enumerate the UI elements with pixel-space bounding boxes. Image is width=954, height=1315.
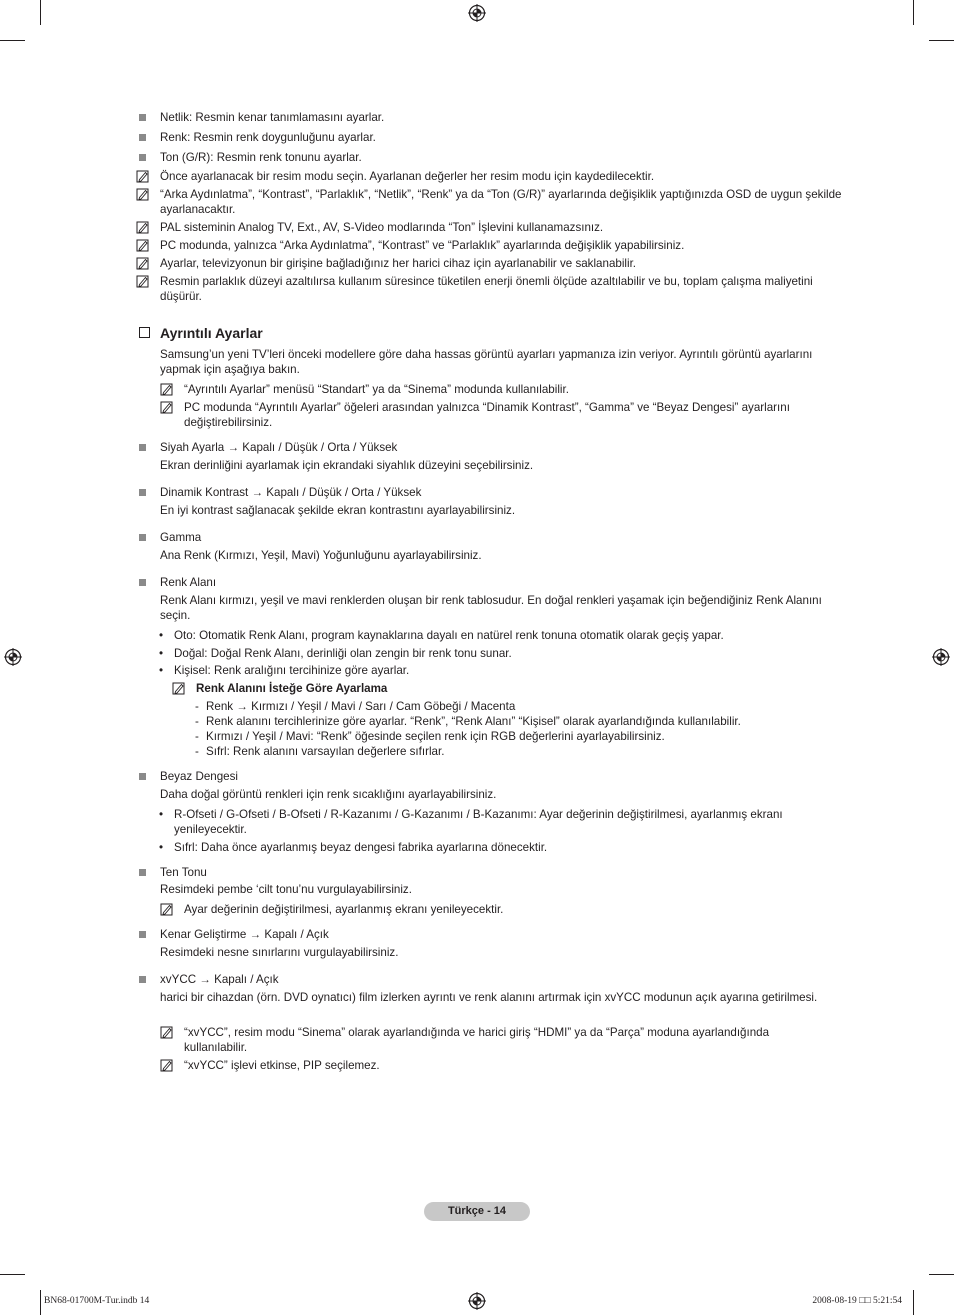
setting-description: Ana Renk (Kırmızı, Yeşil, Mavi) Yoğunluğunu ayarlayabilirsiniz. <box>160 549 482 562</box>
setting-title <box>160 769 842 784</box>
section-heading <box>160 324 842 342</box>
setting-title-text: Beyaz Dengesi <box>160 770 238 783</box>
setting-title-text: Renk Alanı <box>160 576 217 589</box>
bullet-item <box>159 807 834 837</box>
note-text: Ayar değerinin değiştirilmesi, ayarlanmış ekranı yenileyecektir. <box>184 903 504 916</box>
bullet-text: Oto: Otomatik Renk Alanı, program kaynaklarına dayalı en natürel renk tonuna otomatik olarak geçiş yapar. <box>174 629 724 642</box>
registration-mark-icon <box>468 4 486 22</box>
note-icon <box>136 238 150 253</box>
square-bullet-icon <box>139 489 146 496</box>
square-bullet-icon <box>139 869 146 876</box>
square-bullet-icon <box>139 579 146 586</box>
note-item <box>184 1025 824 1055</box>
setting-description: Renk Alanı kırmızı, yeşil ve mavi renklerden oluşan bir renk tablosudur. En doğal renkleri yaşamak için beğendiğiniz Renk Alanını seçin. <box>160 594 822 622</box>
setting-title <box>160 927 842 942</box>
bullet-text: Kişisel: Renk aralığını tercihinize göre ayarlar. <box>174 664 410 677</box>
note-icon <box>160 400 174 415</box>
note-item <box>160 220 842 235</box>
note-icon <box>160 382 174 397</box>
dash-item <box>195 714 806 729</box>
crop-mark <box>929 1274 954 1275</box>
bullet-item <box>159 663 834 678</box>
dash-bullet: - <box>195 745 199 758</box>
note-text: PAL sisteminin Analog TV, Ext., AV, S-Video modlarında “Ton” İşlevini kullanamazsınız. <box>160 221 604 234</box>
dot-bullet: • <box>159 647 164 660</box>
dot-bullet: • <box>159 808 164 821</box>
note-text: Ayarlar, televizyonun bir girişine bağladığınız her harici cihaz için ayarlanabilir ve saklanabilir. <box>160 257 637 270</box>
dash-item <box>195 744 806 759</box>
registration-mark-icon <box>932 648 950 666</box>
note-item <box>160 169 842 184</box>
note-item <box>184 1058 824 1073</box>
square-bullet-icon <box>139 976 146 983</box>
square-bullet-icon <box>139 134 146 141</box>
bullet-text: R-Ofseti / G-Ofseti / B-Ofseti / R-Kazanımı / G-Kazanımı / B-Kazanımı: Ayar değerinin değiştirilmesi, ayarlanmış ekranı yenileyecektir. <box>174 808 783 836</box>
page-number-badge: Türkçe - 14 <box>424 1202 530 1221</box>
note-icon <box>160 1025 174 1040</box>
dash-text: Kırmızı / Yeşil / Mavi: “Renk” öğesinde seçilen renk için RGB değerlerini ayarlayabilirsiniz. <box>206 730 665 743</box>
dash-item <box>195 699 806 714</box>
crop-mark <box>913 1290 914 1315</box>
dash-bullet: - <box>195 700 199 713</box>
note-item <box>160 274 842 304</box>
note-item <box>184 400 824 430</box>
setting-title-text: Siyah Ayarla → Kapalı / Düşük / Orta / Yüksek <box>160 441 398 454</box>
note-icon <box>136 274 150 289</box>
dash-text: Sıfrl: Renk alanını varsayılan değerlere sıfırlar. <box>206 745 445 758</box>
bullet-item <box>159 840 834 855</box>
crop-mark <box>0 1274 25 1275</box>
bullet-item <box>159 628 834 643</box>
dot-bullet: • <box>159 629 164 642</box>
setting-title <box>160 575 842 590</box>
setting-title <box>160 972 842 987</box>
note-icon <box>136 169 150 184</box>
dot-bullet: • <box>159 664 164 677</box>
setting-title <box>160 485 842 500</box>
list-item-text: Ton (G/R): Resmin renk tonunu ayarlar. <box>160 151 362 164</box>
setting-title-text: xvYCC → Kapalı / Açık <box>160 973 279 986</box>
note-icon <box>136 256 150 271</box>
note-icon <box>160 902 174 917</box>
registration-mark-icon <box>468 1292 486 1310</box>
note-item <box>160 187 842 217</box>
section-heading-text: Ayrıntılı Ayarlar <box>160 325 263 341</box>
print-slug-date: 2008-08-19 □□ 5:21:54 <box>812 1296 902 1306</box>
dash-item <box>195 729 806 744</box>
note-text: “Arka Aydınlatma”, “Kontrast”, “Parlaklık”, “Netlik”, “Renk” ya da “Ton (G/R)” ayarlarında değişiklik yaptığınızda OSD de uygun şekilde ayarlanacaktır. <box>160 188 842 216</box>
dash-bullet: - <box>195 715 199 728</box>
note-icon <box>136 187 150 202</box>
subnote <box>196 681 816 696</box>
dash-text: Renk alanını tercihlerinize göre ayarlar. “Renk”, “Renk Alanı” “Kişisel” olarak ayarlandığında kullanılabilir. <box>206 715 741 728</box>
square-bullet-icon <box>139 114 146 121</box>
square-bullet-icon <box>139 931 146 938</box>
list-item-text: Netlik: Resmin kenar tanımlamasını ayarlar. <box>160 111 385 124</box>
setting-description: Resimdeki pembe ‘cilt tonu’nu vurgulayabilirsiniz. <box>160 883 412 896</box>
setting-title <box>160 865 842 880</box>
setting-title-text: Kenar Geliştirme → Kapalı / Açık <box>160 928 329 941</box>
note-text: “xvYCC”, resim modu “Sinema” olarak ayarlandığında ve harici giriş “HDMI” ya da “Parça” moduna ayarlandığında kullanılabilir. <box>184 1026 770 1054</box>
list-item-text: Renk: Resmin renk doygunluğunu ayarlar. <box>160 131 376 144</box>
section-intro: Samsung’un yeni TV’leri önceki modellere göre daha hassas görüntü ayarları yapmanıza izin veriyor. Ayrıntılı görüntü ayarlarını yapmak için aşağıya bakın. <box>160 348 813 376</box>
list-item <box>160 130 842 145</box>
setting-description: Resimdeki nesne sınırlarını vurgulayabilirsiniz. <box>160 946 399 959</box>
list-item <box>160 150 842 165</box>
setting-description: En iyi kontrast sağlanacak şekilde ekran kontrastını ayarlayabilirsiniz. <box>160 504 516 517</box>
note-text: Resmin parlaklık düzeyi azaltılırsa kullanım süresince tüketilen enerji önemli ölçüde azaltılabilir ve bu, toplam çalışma maliyetini düşürür. <box>160 275 813 303</box>
note-text: Önce ayarlanacak bir resim modu seçin. Ayarlanan değerler her resim modu için kaydedilecektir. <box>160 170 655 183</box>
note-item <box>184 902 824 917</box>
square-bullet-icon <box>139 773 146 780</box>
setting-title-text: Dinamik Kontrast → Kapalı / Düşük / Orta / Yüksek <box>160 486 422 499</box>
note-icon <box>136 220 150 235</box>
crop-mark <box>40 0 41 25</box>
crop-mark <box>913 0 914 25</box>
setting-title <box>160 530 842 545</box>
subnote-text: Renk Alanını İsteğe Göre Ayarlama <box>196 682 388 695</box>
square-bullet-icon <box>139 534 146 541</box>
print-slug-file: BN68-01700M-Tur.indb 14 <box>44 1296 150 1306</box>
setting-title-text: Ten Tonu <box>160 866 207 879</box>
note-item <box>160 256 842 271</box>
list-item <box>160 110 842 125</box>
note-icon <box>160 1058 174 1073</box>
note-text: PC modunda “Ayrıntılı Ayarlar” öğeleri arasından yalnızca “Dinamik Kontrast”, “Gamma” ve “Beyaz Dengesi” ayarlarını değiştirebilirsiniz. <box>184 401 790 429</box>
registration-mark-icon <box>4 648 22 666</box>
square-bullet-icon <box>139 154 146 161</box>
crop-mark <box>0 40 25 41</box>
setting-title <box>160 440 842 455</box>
note-item <box>160 238 842 253</box>
checkbox-icon <box>139 327 150 338</box>
note-icon <box>172 681 186 696</box>
note-text: PC modunda, yalnızca “Arka Aydınlatma”, “Kontrast” ve “Parlaklık” ayarlarında değişiklik yapabilirsiniz. <box>160 239 685 252</box>
bullet-text: Sıfrl: Daha önce ayarlanmış beyaz dengesi fabrika ayarlarına dönecektir. <box>174 841 548 854</box>
setting-description: harici bir cihazdan (örn. DVD oynatıcı) film izlerken ayrıntı ve renk alanını artırmak için xvYCC modunun açık ayarına getirilmesi. <box>160 991 818 1004</box>
note-text: “xvYCC” işlevi etkinse, PIP seçilemez. <box>184 1059 380 1072</box>
crop-mark <box>929 40 954 41</box>
setting-description: Ekran derinliğini ayarlamak için ekrandaki siyahlık düzeyini seçebilirsiniz. <box>160 459 534 472</box>
dash-bullet: - <box>195 730 199 743</box>
setting-description: Daha doğal görüntü renkleri için renk sıcaklığını ayarlayabilirsiniz. <box>160 788 497 801</box>
note-item <box>184 382 824 397</box>
square-bullet-icon <box>139 444 146 451</box>
bullet-text: Doğal: Doğal Renk Alanı, derinliği olan zengin bir renk tonu sunar. <box>174 647 512 660</box>
dot-bullet: • <box>159 841 164 854</box>
bullet-item <box>159 646 834 661</box>
note-text: “Ayrıntılı Ayarlar” menüsü “Standart” ya da “Sinema” modunda kullanılabilir. <box>184 383 569 396</box>
crop-mark <box>40 1290 41 1315</box>
dash-text: Renk → Kırmızı / Yeşil / Mavi / Sarı / Cam Göbeği / Macenta <box>206 700 516 713</box>
setting-title-text: Gamma <box>160 531 202 544</box>
